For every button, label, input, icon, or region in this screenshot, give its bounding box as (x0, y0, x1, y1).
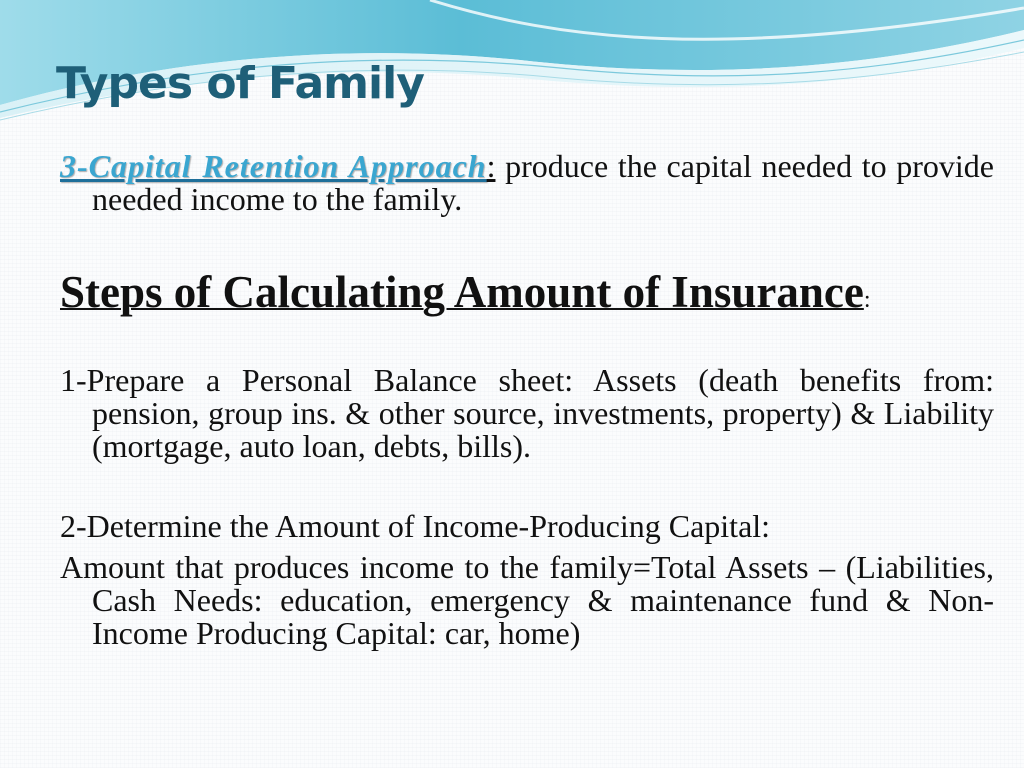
capital-retention-term: 3-Capital Retention Approach (60, 148, 487, 184)
section-heading (60, 266, 871, 318)
section-heading-text: Steps of Calculating Amount of Insurance (60, 267, 864, 317)
term-colon: : (486, 148, 496, 184)
paragraph-capital-retention (60, 150, 994, 216)
section-heading-colon: : (863, 287, 871, 313)
step-2-text: Amount that produces income to the family=Total Assets – (Liabilities, Cash Needs: education, emergency & maintenance fund & Non-Income Producing Capital: car, home) (60, 549, 994, 651)
slide-title: Types of Family (56, 58, 424, 109)
step-1: 1-Prepare a Personal Balance sheet: Assets (death benefits from: pension, group ins. & other source, investments, property) & Liability (mortgage, auto loan, debts, bills). (60, 362, 994, 464)
capital-retention-text: produce the capital needed to provide needed income to the family. (92, 148, 994, 217)
step-2-title: 2-Determine the Amount of Income-Producing Capital: (60, 508, 771, 544)
